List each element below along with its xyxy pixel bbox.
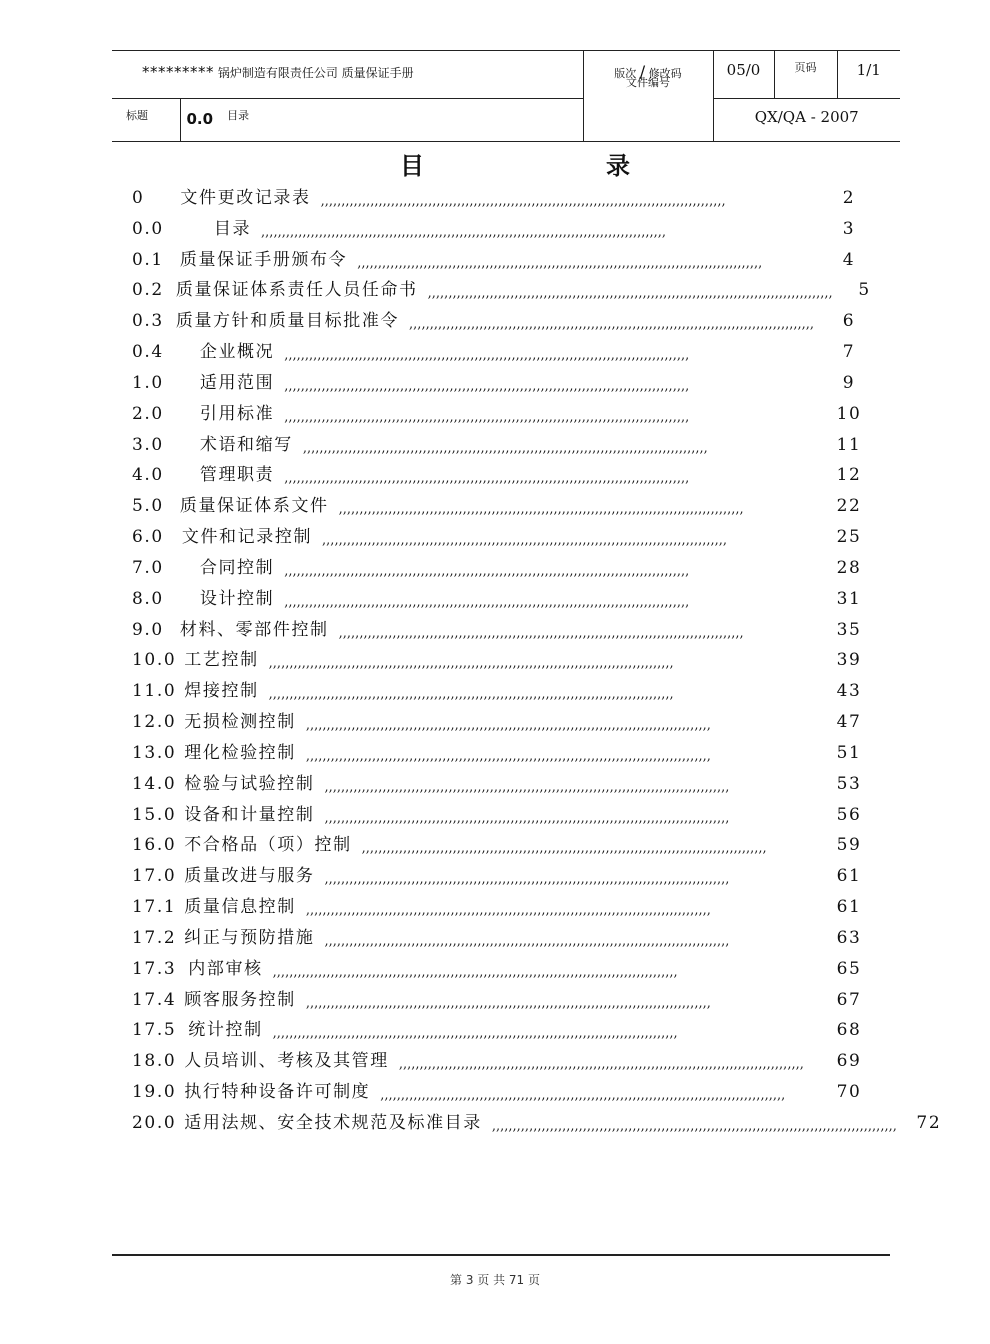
- toc-entry[interactable]: [132, 430, 867, 461]
- toc-entry-title: 质量保证体系责任人员任命书: [175, 280, 418, 301]
- toc-entry-number: 12.0: [132, 712, 177, 733]
- toc-entry-page: 70: [836, 1082, 862, 1103]
- toc-entry[interactable]: [132, 830, 867, 861]
- title-cell: [180, 99, 583, 142]
- toc-entry-page: 35: [836, 619, 862, 640]
- page-title-char-1: 目: [400, 152, 424, 180]
- page-footer: 第 3 页 共 71 页: [450, 1273, 540, 1287]
- toc-leader-dots: ,,,,,,,,,,,,,,,,,,,,,,,,,,,,,,,,,,,,,,,,,,,,,,,,,,,,,,,,,,,,,,,,,,,,,,,,,,,,,,,,,,,,,,,,,,,,,,,,,,: [284, 378, 690, 394]
- toc-entry[interactable]: [132, 1046, 867, 1077]
- toc-leader-dots: ,,,,,,,,,,,,,,,,,,,,,,,,,,,,,,,,,,,,,,,,,,,,,,,,,,,,,,,,,,,,,,,,,,,,,,,,,,,,,,,,,,,,,,,,,,,,,,,,,,: [324, 872, 730, 888]
- toc-leader-dots: ,,,,,,,,,,,,,,,,,,,,,,,,,,,,,,,,,,,,,,,,,,,,,,,,,,,,,,,,,,,,,,,,,,,,,,,,,,,,,,,,,,,,,,,,,,,,,,,,,,: [284, 471, 690, 487]
- toc-entry[interactable]: [132, 954, 867, 985]
- toc-entry-page: 3: [842, 218, 856, 239]
- document-number: QX/QA - 2007: [713, 99, 900, 142]
- toc-entry-number: 0.2: [132, 280, 164, 301]
- company-stars: *********: [142, 63, 214, 81]
- toc-entry-title: 引用标准: [199, 403, 275, 424]
- version-label-cell: [583, 51, 713, 142]
- toc-entry-page: 39: [836, 650, 862, 671]
- toc-entry-number: 0.0: [132, 218, 164, 239]
- toc-entry-title: 适用法规、安全技术规范及标准目录: [184, 1112, 482, 1133]
- toc-entry[interactable]: [132, 861, 867, 892]
- company-cell: [112, 51, 583, 99]
- toc-entry-page: 25: [836, 527, 862, 548]
- toc-entry-title: 执行特种设备许可制度: [184, 1082, 371, 1103]
- toc-entry[interactable]: [132, 923, 867, 954]
- toc-leader-dots: ,,,,,,,,,,,,,,,,,,,,,,,,,,,,,,,,,,,,,,,,,,,,,,,,,,,,,,,,,,,,,,,,,,,,,,,,,,,,,,,,,,,,,,,,,,,,,,,,,,: [272, 964, 678, 980]
- toc-entry[interactable]: [132, 1108, 942, 1139]
- toc-entry-page: 53: [836, 773, 862, 794]
- toc-entry-number: 15.0: [132, 804, 177, 825]
- toc-entry-title: 内部审核: [188, 958, 263, 979]
- toc-entry-title: 质量改进与服务: [184, 866, 315, 887]
- toc-entry-title: 文件更改记录表: [180, 188, 311, 208]
- toc-entry-title: 检验与试验控制: [184, 773, 315, 794]
- toc-entry[interactable]: [132, 1077, 867, 1108]
- toc-entry-title: 理化检验控制: [184, 742, 296, 763]
- title-label: 标题: [112, 99, 180, 142]
- toc-entry[interactable]: [132, 491, 867, 522]
- toc-entry-page: 61: [836, 866, 862, 887]
- page-label: 页码: [774, 51, 837, 99]
- toc-entry-page: 61: [836, 897, 862, 918]
- toc-entry-number: 0.4: [132, 342, 164, 363]
- toc-entry-number: 3.0: [132, 434, 164, 455]
- company-name: 锅炉制造有限责任公司 质量保证手册: [217, 66, 414, 80]
- toc-leader-dots: ,,,,,,,,,,,,,,,,,,,,,,,,,,,,,,,,,,,,,,,,,,,,,,,,,,,,,,,,,,,,,,,,,,,,,,,,,,,,,,,,,,,,,,,,,,,,,,,,,,: [261, 224, 667, 240]
- toc-entry-number: 8.0: [132, 588, 164, 609]
- toc-entry-page: 51: [836, 742, 862, 763]
- toc-entry-page: 56: [836, 804, 862, 825]
- toc-entry-title: 材料、零部件控制: [179, 619, 329, 640]
- toc-entry[interactable]: [132, 800, 867, 831]
- toc-leader-dots: ,,,,,,,,,,,,,,,,,,,,,,,,,,,,,,,,,,,,,,,,,,,,,,,,,,,,,,,,,,,,,,,,,,,,,,,,,,,,,,,,,,,,,,,,,,,,,,,,,,: [324, 779, 730, 795]
- toc-entry-page: 5: [858, 280, 871, 301]
- toc-entry-title: 不合格品（项）控制: [184, 835, 352, 856]
- toc-entry-page: 7: [842, 342, 856, 363]
- toc-leader-dots: ,,,,,,,,,,,,,,,,,,,,,,,,,,,,,,,,,,,,,,,,,,,,,,,,,,,,,,,,,,,,,,,,,,,,,,,,,,,,,,,,,,,,,,,,,,,,,,,,,,: [338, 625, 744, 641]
- toc-entry-number: 20.0: [132, 1112, 177, 1133]
- toc-leader-dots: ,,,,,,,,,,,,,,,,,,,,,,,,,,,,,,,,,,,,,,,,,,,,,,,,,,,,,,,,,,,,,,,,,,,,,,,,,,,,,,,,,,,,,,,,,,,,,,,,,,: [284, 594, 690, 610]
- toc-entry-title: 纠正与预防措施: [184, 927, 315, 948]
- toc-entry-title: 质量保证手册颁布令: [179, 249, 348, 270]
- toc-entry-title: 质量信息控制: [184, 897, 296, 918]
- toc-entry-number: 19.0: [132, 1082, 177, 1103]
- toc-leader-dots: ,,,,,,,,,,,,,,,,,,,,,,,,,,,,,,,,,,,,,,,,,,,,,,,,,,,,,,,,,,,,,,,,,,,,,,,,,,,,,,,,,,,,,,,,,,,,,,,,,,: [272, 1026, 678, 1042]
- toc-leader-dots: ,,,,,,,,,,,,,,,,,,,,,,,,,,,,,,,,,,,,,,,,,,,,,,,,,,,,,,,,,,,,,,,,,,,,,,,,,,,,,,,,,,,,,,,,,,,,,,,,,,: [361, 841, 767, 857]
- toc-entry-number: 0: [132, 188, 145, 208]
- toc-leader-dots: ,,,,,,,,,,,,,,,,,,,,,,,,,,,,,,,,,,,,,,,,,,,,,,,,,,,,,,,,,,,,,,,,,,,,,,,,,,,,,,,,,,,,,,,,,,,,,,,,,,: [398, 1057, 804, 1073]
- toc-entry-number: 16.0: [132, 835, 177, 856]
- toc-entry-number: 0.3: [132, 311, 164, 332]
- document-header: [112, 50, 900, 142]
- toc-entry-page: 31: [836, 588, 862, 609]
- toc-leader-dots: ,,,,,,,,,,,,,,,,,,,,,,,,,,,,,,,,,,,,,,,,,,,,,,,,,,,,,,,,,,,,,,,,,,,,,,,,,,,,,,,,,,,,,,,,,,,,,,,,,,: [268, 656, 674, 672]
- toc-entry[interactable]: [132, 399, 867, 430]
- toc-leader-dots: ,,,,,,,,,,,,,,,,,,,,,,,,,,,,,,,,,,,,,,,,,,,,,,,,,,,,,,,,,,,,,,,,,,,,,,,,,,,,,,,,,,,,,,,,,,,,,,,,,,: [305, 903, 711, 919]
- toc-entry-number: 18.0: [132, 1051, 177, 1072]
- toc-entry-page: 43: [836, 681, 862, 702]
- toc-entry-page: 47: [836, 712, 862, 733]
- toc-entry-title: 设备和计量控制: [184, 804, 315, 825]
- version-slash: /: [639, 62, 646, 81]
- toc-entry-title: 工艺控制: [184, 650, 259, 671]
- toc-entry-number: 17.2: [132, 927, 177, 948]
- toc-entry-page: 59: [836, 835, 862, 856]
- toc-entry[interactable]: [132, 183, 867, 214]
- toc-entry[interactable]: [132, 738, 867, 769]
- toc-leader-dots: ,,,,,,,,,,,,,,,,,,,,,,,,,,,,,,,,,,,,,,,,,,,,,,,,,,,,,,,,,,,,,,,,,,,,,,,,,,,,,,,,,,,,,,,,,,,,,,,,,,: [324, 933, 730, 949]
- toc-leader-dots: ,,,,,,,,,,,,,,,,,,,,,,,,,,,,,,,,,,,,,,,,,,,,,,,,,,,,,,,,,,,,,,,,,,,,,,,,,,,,,,,,,,,,,,,,,,,,,,,,,,: [302, 440, 708, 456]
- toc-entry[interactable]: [132, 275, 871, 306]
- toc-leader-dots: ,,,,,,,,,,,,,,,,,,,,,,,,,,,,,,,,,,,,,,,,,,,,,,,,,,,,,,,,,,,,,,,,,,,,,,,,,,,,,,,,,,,,,,,,,,,,,,,,,,: [284, 409, 690, 425]
- version-label: 版次: [614, 67, 637, 80]
- toc-entry[interactable]: [132, 337, 867, 368]
- toc-entry-title: 管理职责: [199, 465, 275, 486]
- toc-leader-dots: ,,,,,,,,,,,,,,,,,,,,,,,,,,,,,,,,,,,,,,,,,,,,,,,,,,,,,,,,,,,,,,,,,,,,,,,,,,,,,,,,,,,,,,,,,,,,,,,,,,: [284, 563, 690, 579]
- toc-entry-title: 焊接控制: [184, 681, 259, 702]
- toc-entry-number: 13.0: [132, 742, 177, 763]
- toc-entry-number: 4.0: [132, 465, 164, 486]
- toc-entry-number: 2.0: [132, 403, 164, 424]
- toc-entry-number: 17.3: [132, 958, 177, 979]
- toc-entry-page: 4: [842, 249, 856, 270]
- toc-entry-title: 无损检测控制: [184, 712, 296, 733]
- toc-entry-page: 65: [836, 958, 862, 979]
- toc-entry[interactable]: [132, 306, 867, 337]
- toc-entry-number: 17.5: [132, 1020, 177, 1041]
- toc-entry-title: 顾客服务控制: [184, 989, 296, 1010]
- toc-entry-number: 11.0: [132, 681, 177, 702]
- toc-leader-dots: ,,,,,,,,,,,,,,,,,,,,,,,,,,,,,,,,,,,,,,,,,,,,,,,,,,,,,,,,,,,,,,,,,,,,,,,,,,,,,,,,,,,,,,,,,,,,,,,,,,: [322, 533, 728, 549]
- toc-entry-page: 69: [836, 1051, 862, 1072]
- toc-entry-number: 14.0: [132, 773, 177, 794]
- toc-entry-page: 28: [836, 557, 862, 578]
- toc-entry[interactable]: [132, 676, 867, 707]
- page-value: 1/1: [837, 51, 900, 99]
- toc-entry-page: 11: [836, 434, 862, 455]
- toc-entry-number: 17.4: [132, 989, 177, 1010]
- toc-entry-page: 67: [836, 989, 862, 1010]
- toc-entry-title: 人员培训、考核及其管理: [184, 1051, 389, 1072]
- toc-entry-number: 0.1: [132, 249, 164, 270]
- table-of-contents: [132, 183, 942, 1139]
- toc-entry[interactable]: [132, 615, 867, 646]
- toc-entry-page: 72: [916, 1112, 942, 1133]
- toc-entry-number: 1.0: [132, 372, 164, 393]
- toc-entry[interactable]: [132, 553, 867, 584]
- toc-entry-number: 6.0: [132, 527, 164, 548]
- toc-entry[interactable]: [132, 985, 867, 1016]
- toc-entry-page: 2: [842, 188, 856, 208]
- toc-entry-number: 10.0: [132, 650, 177, 671]
- toc-leader-dots: ,,,,,,,,,,,,,,,,,,,,,,,,,,,,,,,,,,,,,,,,,,,,,,,,,,,,,,,,,,,,,,,,,,,,,,,,,,,,,,,,,,,,,,,,,,,,,,,,,,: [324, 810, 730, 826]
- revision-label: 修改码: [648, 67, 682, 80]
- toc-entry[interactable]: [132, 460, 867, 491]
- toc-entry-number: 17.1: [132, 897, 177, 918]
- toc-leader-dots: ,,,,,,,,,,,,,,,,,,,,,,,,,,,,,,,,,,,,,,,,,,,,,,,,,,,,,,,,,,,,,,,,,,,,,,,,,,,,,,,,,,,,,,,,,,,,,,,,,,: [305, 748, 711, 764]
- page-title: [400, 146, 630, 181]
- footer-divider: [112, 1254, 890, 1256]
- toc-entry-number: 7.0: [132, 557, 164, 578]
- toc-leader-dots: ,,,,,,,,,,,,,,,,,,,,,,,,,,,,,,,,,,,,,,,,,,,,,,,,,,,,,,,,,,,,,,,,,,,,,,,,,,,,,,,,,,,,,,,,,,,,,,,,,,: [491, 1118, 897, 1134]
- toc-leader-dots: ,,,,,,,,,,,,,,,,,,,,,,,,,,,,,,,,,,,,,,,,,,,,,,,,,,,,,,,,,,,,,,,,,,,,,,,,,,,,,,,,,,,,,,,,,,,,,,,,,,: [305, 718, 711, 734]
- toc-leader-dots: ,,,,,,,,,,,,,,,,,,,,,,,,,,,,,,,,,,,,,,,,,,,,,,,,,,,,,,,,,,,,,,,,,,,,,,,,,,,,,,,,,,,,,,,,,,,,,,,,,,: [409, 317, 815, 333]
- toc-entry-title: 质量保证体系文件: [179, 496, 329, 517]
- toc-leader-dots: ,,,,,,,,,,,,,,,,,,,,,,,,,,,,,,,,,,,,,,,,,,,,,,,,,,,,,,,,,,,,,,,,,,,,,,,,,,,,,,,,,,,,,,,,,,,,,,,,,,: [268, 687, 674, 703]
- toc-entry-page: 63: [836, 927, 862, 948]
- toc-leader-dots: ,,,,,,,,,,,,,,,,,,,,,,,,,,,,,,,,,,,,,,,,,,,,,,,,,,,,,,,,,,,,,,,,,,,,,,,,,,,,,,,,,,,,,,,,,,,,,,,,,,: [284, 348, 690, 364]
- toc-entry-page: 6: [842, 311, 856, 332]
- toc-entry[interactable]: [132, 245, 867, 276]
- toc-entry-title: 企业概况: [199, 342, 275, 363]
- toc-entry-title: 术语和缩写: [199, 434, 293, 455]
- toc-entry[interactable]: [132, 214, 867, 245]
- toc-entry-page: 9: [842, 372, 856, 393]
- toc-entry-title: 设计控制: [199, 588, 275, 609]
- version-value: 05/0: [713, 51, 774, 99]
- toc-entry-title: 文件和记录控制: [181, 527, 313, 548]
- toc-entry[interactable]: [132, 368, 867, 399]
- page-title-char-2: 录: [606, 152, 630, 180]
- toc-leader-dots: ,,,,,,,,,,,,,,,,,,,,,,,,,,,,,,,,,,,,,,,,,,,,,,,,,,,,,,,,,,,,,,,,,,,,,,,,,,,,,,,,,,,,,,,,,,,,,,,,,,: [338, 502, 744, 518]
- toc-leader-dots: ,,,,,,,,,,,,,,,,,,,,,,,,,,,,,,,,,,,,,,,,,,,,,,,,,,,,,,,,,,,,,,,,,,,,,,,,,,,,,,,,,,,,,,,,,,,,,,,,,,: [427, 286, 833, 302]
- toc-entry[interactable]: [132, 1015, 867, 1046]
- toc-entry[interactable]: [132, 584, 867, 615]
- toc-entry[interactable]: [132, 769, 867, 800]
- title-number: 0.0: [186, 110, 214, 128]
- toc-entry[interactable]: [132, 522, 867, 553]
- toc-leader-dots: ,,,,,,,,,,,,,,,,,,,,,,,,,,,,,,,,,,,,,,,,,,,,,,,,,,,,,,,,,,,,,,,,,,,,,,,,,,,,,,,,,,,,,,,,,,,,,,,,,,: [357, 255, 763, 271]
- toc-entry-title: 统计控制: [188, 1020, 263, 1041]
- toc-entry[interactable]: [132, 645, 867, 676]
- toc-entry-title: 质量方针和质量目标批准令: [175, 311, 400, 332]
- toc-entry-number: 5.0: [132, 496, 164, 517]
- toc-entry[interactable]: [132, 707, 867, 738]
- toc-entry-title: 合同控制: [199, 557, 275, 578]
- title-text: 目录: [227, 109, 250, 122]
- toc-entry-number: 17.0: [132, 866, 177, 887]
- toc-entry-page: 10: [836, 403, 862, 424]
- file-no-label: 文件编号: [626, 76, 670, 89]
- toc-leader-dots: ,,,,,,,,,,,,,,,,,,,,,,,,,,,,,,,,,,,,,,,,,,,,,,,,,,,,,,,,,,,,,,,,,,,,,,,,,,,,,,,,,,,,,,,,,,,,,,,,,,: [305, 995, 711, 1011]
- toc-entry[interactable]: [132, 892, 867, 923]
- toc-entry-number: 9.0: [132, 619, 164, 640]
- toc-entry-title: 目录: [213, 218, 252, 239]
- toc-leader-dots: ,,,,,,,,,,,,,,,,,,,,,,,,,,,,,,,,,,,,,,,,,,,,,,,,,,,,,,,,,,,,,,,,,,,,,,,,,,,,,,,,,,,,,,,,,,,,,,,,,,: [380, 1088, 786, 1104]
- toc-entry-page: 22: [836, 496, 862, 517]
- toc-entry-title: 适用范围: [199, 372, 275, 393]
- toc-entry-page: 68: [836, 1020, 862, 1041]
- toc-entry-page: 12: [836, 465, 862, 486]
- toc-leader-dots: ,,,,,,,,,,,,,,,,,,,,,,,,,,,,,,,,,,,,,,,,,,,,,,,,,,,,,,,,,,,,,,,,,,,,,,,,,,,,,,,,,,,,,,,,,,,,,,,,,,: [320, 194, 726, 209]
